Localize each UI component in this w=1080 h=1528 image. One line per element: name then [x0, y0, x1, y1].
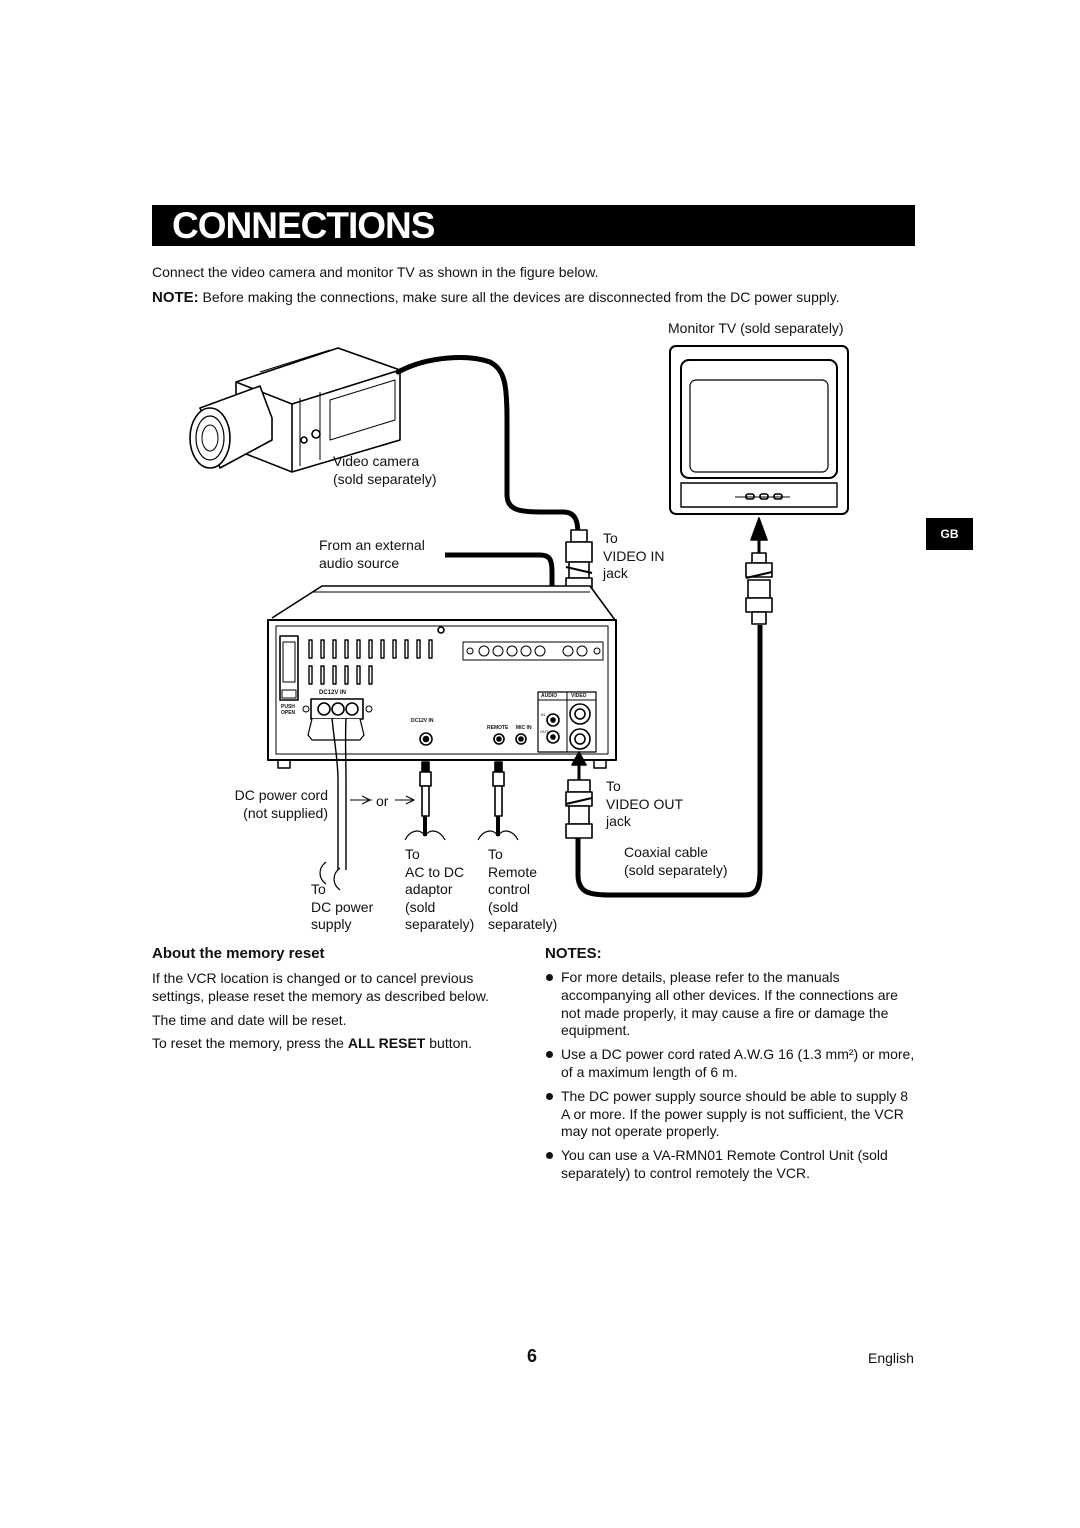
push-label: PUSH [281, 704, 295, 710]
video-in-line: To [603, 530, 618, 546]
camera-label-line: (sold separately) [333, 470, 437, 487]
panel-dc-jack-label: DC12V IN [411, 718, 434, 724]
coax-line: Coaxial cable [624, 844, 709, 860]
note-item: You can use a VA-RMN01 Remote Control Unit (sold separately) to control remotely the VCR. [545, 1147, 915, 1183]
panel-in-label: IN [541, 712, 545, 717]
bnc-connector-icon [566, 780, 592, 838]
ac-adaptor-label [405, 846, 474, 934]
para3-prefix: To reset the memory, press the [152, 1035, 348, 1051]
dc-supply-label [311, 881, 373, 934]
language-tab: GB [926, 518, 973, 550]
video-out-line: VIDEO OUT [606, 795, 684, 812]
panel-video-label: VIDEO [571, 693, 587, 699]
coax-label [624, 844, 728, 879]
remote-label [488, 846, 557, 934]
remote-line: separately) [488, 916, 558, 932]
note-item: The DC power supply source should be able to supply 8 A or more. If the power supply is not sufficient, the VCR may not operate properly. [545, 1088, 915, 1141]
ac-adaptor-line: To [405, 846, 420, 862]
coax-line: (sold separately) [624, 861, 728, 878]
note-label: NOTE: [152, 289, 199, 306]
panel-remote-label: REMOTE [487, 725, 509, 731]
memory-reset-heading: About the memory reset [152, 945, 325, 962]
audio-label-line: audio source [319, 554, 400, 571]
open-label: OPEN [281, 710, 296, 716]
ac-adaptor-line: separately) [405, 916, 475, 932]
panel-mic-label: MIC IN [516, 725, 532, 731]
camera-label-line: Video camera [333, 453, 420, 469]
ac-adaptor-line: (sold [405, 898, 436, 915]
panel-audio-label: AUDIO [541, 693, 558, 699]
notes-heading: NOTES: [545, 945, 602, 962]
bnc-connector-icon [746, 553, 772, 624]
remote-line: control [488, 881, 531, 897]
dc-supply-line: supply [311, 916, 352, 932]
notes-list [545, 969, 915, 1189]
para3-suffix: button. [425, 1035, 473, 1051]
page-title: CONNECTIONS [172, 205, 435, 246]
remote-line: (sold [488, 898, 519, 915]
dc-supply-line: DC power [311, 898, 374, 915]
video-out-label [606, 778, 683, 831]
video-in-line: jack [603, 565, 628, 581]
video-out-line: To [606, 778, 621, 794]
or-label: or [376, 793, 389, 809]
dc-supply-line: To [311, 881, 326, 897]
audio-source-label [319, 537, 425, 572]
panel-dc12v-label: DC12V IN [319, 690, 347, 696]
footer-language: English [868, 1350, 914, 1366]
ac-adaptor-line: adaptor [405, 881, 453, 897]
note-item: Use a DC power cord rated A.W.G 16 (1.3 mm²) or more, of a maximum length of 6 m. [545, 1046, 915, 1082]
memory-reset-line: settings, please reset the memory as described below. [152, 988, 489, 1004]
memory-reset-para1 [152, 969, 489, 1005]
camera-label [333, 453, 437, 488]
dc-cord-label [228, 787, 328, 822]
intro-text: Connect the video camera and monitor TV as shown in the figure below. [152, 264, 599, 280]
note-item: For more details, please refer to the manuals accompanying all other devices. If the connections are not made properly, it may cause a fire or damage the equipment. [545, 969, 915, 1040]
panel-out-label: OUT [540, 729, 549, 734]
memory-reset-para3 [152, 1034, 472, 1052]
dc-cord-line: DC power cord [234, 787, 328, 803]
memory-reset-para2: The time and date will be reset. [152, 1012, 347, 1028]
all-reset-button-name: ALL RESET [347, 1035, 426, 1051]
vcr-rear-panel-icon [268, 586, 616, 768]
audio-label-line: From an external [319, 537, 425, 553]
video-out-line: jack [606, 813, 631, 829]
remote-line: To [488, 846, 503, 862]
video-in-label [603, 530, 664, 583]
page-number: 6 [527, 1346, 538, 1366]
panel-push-open-label [281, 704, 295, 716]
ac-adaptor-line: AC to DC [405, 863, 465, 880]
note-text: Before making the connections, make sure all the devices are disconnected from the DC power supply. [198, 289, 840, 305]
plug-icon [478, 762, 518, 840]
monitor-label: Monitor TV (sold separately) [668, 320, 844, 336]
video-in-line: VIDEO IN [603, 547, 665, 564]
dc-cord-line: (not supplied) [243, 804, 328, 821]
remote-line: Remote [488, 863, 538, 880]
memory-reset-line: If the VCR location is changed or to cancel previous [152, 970, 474, 986]
monitor-tv-icon [670, 346, 848, 514]
